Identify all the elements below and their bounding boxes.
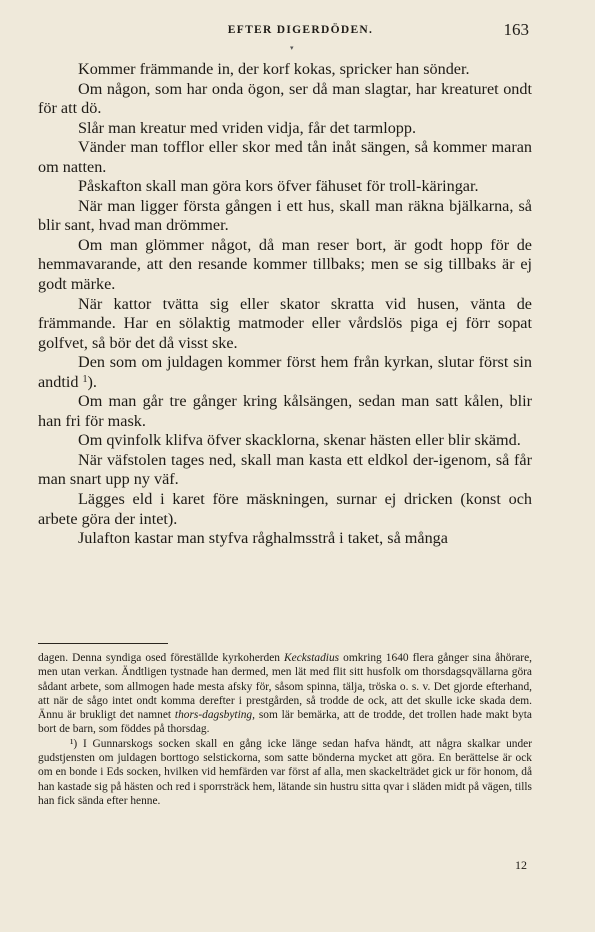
printer-signature: 12 [515,858,527,872]
paragraph: Om någon, som har onda ögon, ser då man slagtar, har kreaturet ondt för att dö. [38,79,532,118]
footnotes [38,651,532,808]
footnote-continued [38,651,532,737]
paragraph: När väfstolen tages ned, skall man kasta ett eldkol der-igenom, så får man snart upp ny väf. [38,450,532,489]
paragraph: Påskafton skall man göra kors öfver fähuset för troll-käringar. [78,177,479,196]
paragraph-end: ). [87,372,97,391]
footnote-person-name: Keckstadius [284,652,340,664]
printer-mark: ▾ [290,44,294,52]
paragraph: Julafton kastar man styfva råghalmsstrå i taket, så många [78,529,448,548]
footnote-text: omkring 1640 flera gånger sina åhörare, men utan verkan. Ändtligen tystnade han dermed, men lät med flit sitt husfolk om thorsdagsqvällarna göra sådant arbete, som allmogen hade mesta afsky för, såsom spinna, tälja, tröska o. s. v. Det gjorde efterhand, att när de sågo intet ondt komma derefter i prestgården, så trodde de ock, att det skulle icke skada dem. Ännu är brukligt det namnet [38,652,532,722]
footnote-term: thors-dagsbyting, [174,709,255,722]
footnote-reference: 1 [82,373,88,385]
page-header [72,20,529,44]
running-title: EFTER DIGERDÖDEN. [227,24,374,36]
footnote-marker: ¹) [70,737,78,750]
paragraph: Vänder man tofflor eller skor med tån inåt sängen, så kommer maran om natten. [38,138,532,176]
paragraph: Om man går tre gånger kring kålsängen, sedan man satt kålen, blir han fri för mask. [38,392,532,430]
paragraph: Om qvinfolk klifva öfver skacklorna, skenar hästen eller blir skämd. [78,431,521,450]
footnote-text: I Gunnarskogs socken skall en gång icke länge sedan hafva händt, att några skalkar under gudstjensten om juldagen borttogo selstickorna, som satte bönderna mycket att göra. En berättelse är ock om en bonde i Eds socken, hvilken vid hemfärden var först af alla, men skackelträdet gick ur för honom, då han kastade sig på hästen och red i sporrsträck hem, lätande sin hustru sitta qvar i släden midt på vägen, tills han fick sända efter henne. [38,737,532,807]
paragraph: När man ligger första gången i ett hus, skall man räkna bjälkarna, så blir sant, hvad man drömmer. [38,196,532,235]
paragraph: Kommer främmande in, der korf kokas, spricker han sönder. [78,60,470,78]
main-text [38,60,532,549]
page-number: 163 [503,20,529,39]
paragraph: När kattor tvätta sig eller skator skratta vid husen, vänta de främmande. Har en sölaktig matmoder eller vårdslös piga ej förr sopat golfvet, så bör det då visst ske. [38,294,532,352]
footnote-divider [38,643,168,644]
footnote-text: som lär bemärka, att de trodde, det trollen hade makt byta bort de barn, som föddes på thorsdag. [38,709,532,736]
paragraph-text: Den som om juldagen kommer först hem från kyrkan, slutar först sin andtid [38,353,532,391]
paragraph: Om man glömmer något, då man reser bort, är godt hopp för de hemmavarande, att den resande kommer tillbaks; men se sig tillbaks är ej godt märke. [38,235,532,294]
footnote-1 [38,737,532,808]
paragraph: Lägges eld i karet före mäskningen, surnar ej dricken (konst och arbete göra der intet). [38,490,532,528]
paragraph: Slår man kreatur med vriden vidja, får det tarmlopp. [78,118,417,137]
paragraph-juldag [38,353,532,392]
footnote-text: dagen. Denna syndiga osed föreställde kyrkoherden [38,652,285,664]
